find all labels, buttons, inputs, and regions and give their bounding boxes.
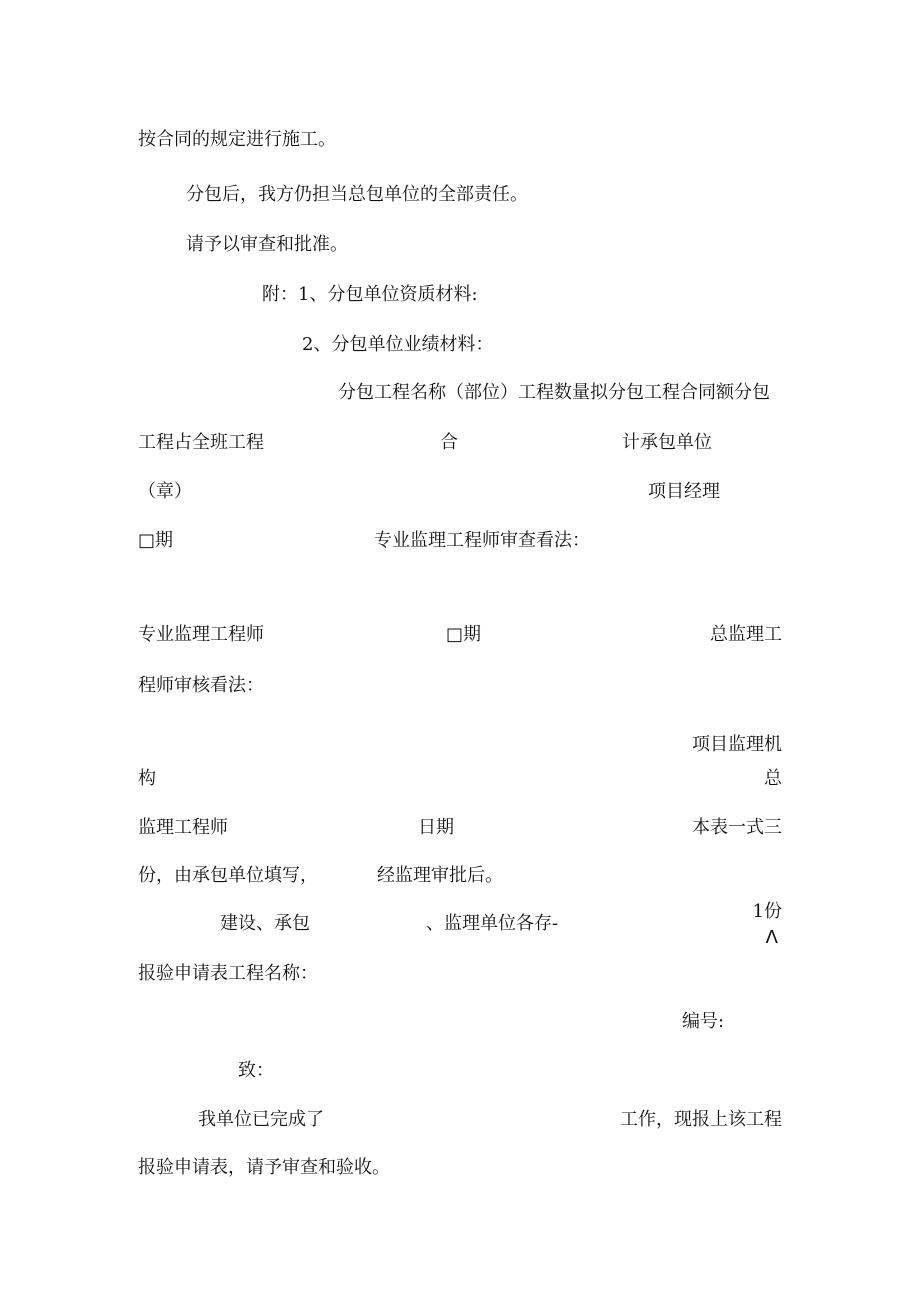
table-header-line: 分包工程名称（部位）工程数量拟分包工程合同额分包 — [338, 382, 770, 403]
form-note-text: 份，由承包单位填写， — [138, 865, 318, 886]
completion-statement: 工作，现报上该工程 — [620, 1109, 782, 1130]
supervision-agency-label: 项目监理机 — [692, 734, 782, 755]
chief-supervisor-label: 总监理工 — [710, 624, 782, 645]
attachment-item-2: 2、分包单位业绩材料： — [302, 334, 494, 355]
date-label: □期 — [138, 530, 174, 551]
form-note-text: 本表一式三 — [692, 817, 782, 838]
date-label: □期 — [446, 624, 482, 645]
seal-label: （章） — [138, 481, 192, 502]
form-number-label: 编号: — [682, 1011, 725, 1032]
form-note-text: 、监理单位各存- — [426, 913, 559, 934]
attachment-item-1: 附：1、分包单位资质材料: — [262, 284, 478, 305]
supervisor-engineer-label: 专业监理工程师 — [138, 624, 264, 645]
supervisor-review-heading: 专业监理工程师审查看法： — [374, 530, 590, 551]
form-note-text: 建设、承包 — [220, 913, 310, 934]
completion-statement: 我单位已完成了 — [198, 1109, 324, 1130]
text-line-construction: 按合同的规定进行施工。 — [138, 129, 336, 150]
table-cell-text: 工程占全班工程 — [138, 432, 264, 453]
form-note-text: 1份 — [752, 901, 782, 922]
table-cell-text: 合 — [440, 432, 458, 453]
project-manager-label: 项目经理 — [648, 481, 720, 502]
text-line-responsibility: 分包后，我方仍担当总包单位的全部责任。 — [186, 184, 528, 205]
chief-review-heading: 程师审核看法： — [138, 675, 264, 696]
text-line-approval-request: 请予以审查和批准。 — [186, 234, 348, 255]
date-label: 日期 — [418, 817, 454, 838]
text-fragment: Λ — [765, 927, 778, 948]
text-fragment: 总 — [764, 768, 782, 789]
table-cell-text: 计承包单位 — [622, 432, 712, 453]
recipient-label: 致： — [238, 1060, 274, 1081]
inspection-form-title: 报验申请表工程名称： — [138, 963, 318, 984]
completion-statement: 报验申请表，请予审查和验收。 — [138, 1157, 390, 1178]
form-note-text: 经监理审批后。 — [377, 865, 503, 886]
text-fragment: 构 — [138, 768, 156, 789]
chief-engineer-label: 监理工程师 — [138, 817, 228, 838]
